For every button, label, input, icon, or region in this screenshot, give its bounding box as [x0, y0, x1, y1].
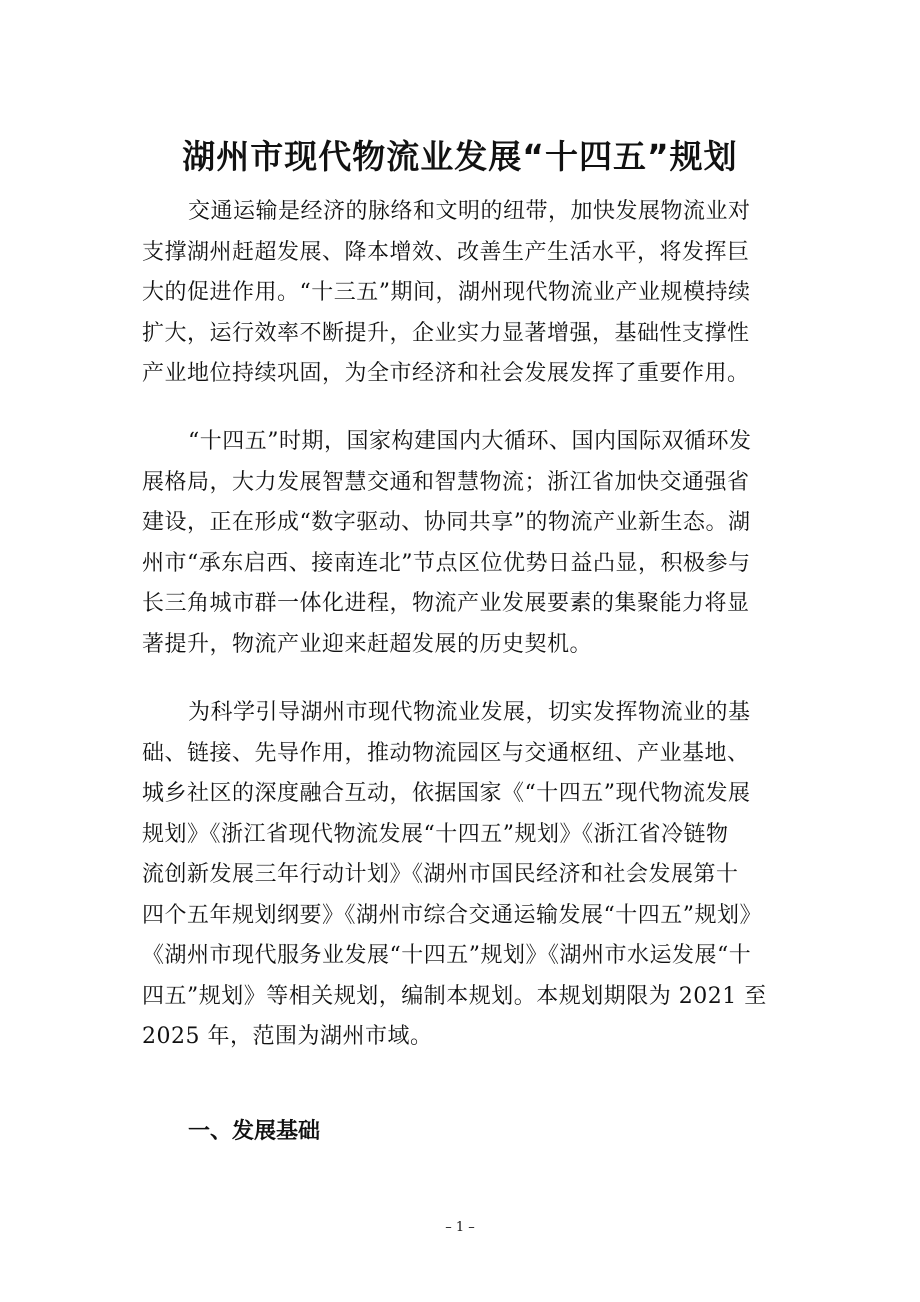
paragraph-line: 展格局，大力发展智慧交通和智慧物流；浙江省加快交通强省: [142, 469, 750, 495]
page-number: – 1 –: [445, 1220, 475, 1235]
paragraph-basis: [142, 693, 782, 1058]
paragraph-line: 四个五年规划纲要》《湖州市综合交通运输发展“十四五”规划》: [142, 902, 762, 928]
paragraph-line: 四五”规划》等相关规划，编制本规划。本规划期限为 2021 至: [142, 983, 767, 1009]
paragraph-line: 规划》《浙江省现代物流发展“十四五”规划》《浙江省冷链物: [142, 821, 729, 847]
paragraph-line: 州市“承东启西、接南连北”节点区位优势日益凸显，积极参与: [142, 550, 751, 576]
paragraph-line: “十四五”时期，国家构建国内大循环、国内国际双循环发: [188, 429, 752, 454]
paragraph-line: 支撑湖州赶超发展、降本增效、改善生产生活水平，将发挥巨: [142, 239, 750, 265]
paragraph-line: 扩大，运行效率不断提升，企业实力显著增强，基础性支撑性: [142, 320, 750, 346]
section-heading: 一、发展基础: [188, 1119, 321, 1144]
paragraph-line: 为科学引导湖州市现代物流业发展，切实发挥物流业的基: [188, 700, 751, 725]
paragraph-context: [142, 422, 782, 665]
paragraph-line: 交通运输是经济的脉络和文明的纽带，加快发展物流业对: [188, 199, 751, 224]
paragraph-line: 大的促进作用。“十三五”期间，湖州现代物流业产业规模持续: [142, 280, 751, 305]
paragraph-line: 产业地位持续巩固，为全市经济和社会发展发挥了重要作用。: [142, 361, 750, 386]
paragraph-line: 《湖州市现代服务业发展“十四五”规划》《湖州市水运发展“十: [142, 943, 752, 968]
paragraph-line: 建设，正在形成“数字驱动、协同共享”的物流产业新生态。湖: [142, 510, 751, 535]
paragraph-line: 2025 年，范围为湖州市域。: [142, 1024, 433, 1049]
paragraph-line: 流创新发展三年行动计划》《湖州市国民经济和社会发展第十: [142, 862, 739, 887]
paragraph-line: 础、链接、先导作用，推动物流园区与交通枢纽、产业基地、: [142, 740, 750, 766]
paragraph-line: 城乡社区的深度融合互动，依据国家《“十四五”现代物流发展: [142, 781, 751, 806]
document-title: 湖州市现代物流业发展“十四五”规划: [182, 137, 738, 177]
paragraph-line: 著提升，物流产业迎来赶超发展的历史契机。: [142, 631, 593, 657]
paragraph-line: 长三角城市群一体化进程，物流产业发展要素的集聚能力将显: [142, 591, 750, 616]
paragraph-intro: [142, 192, 782, 395]
